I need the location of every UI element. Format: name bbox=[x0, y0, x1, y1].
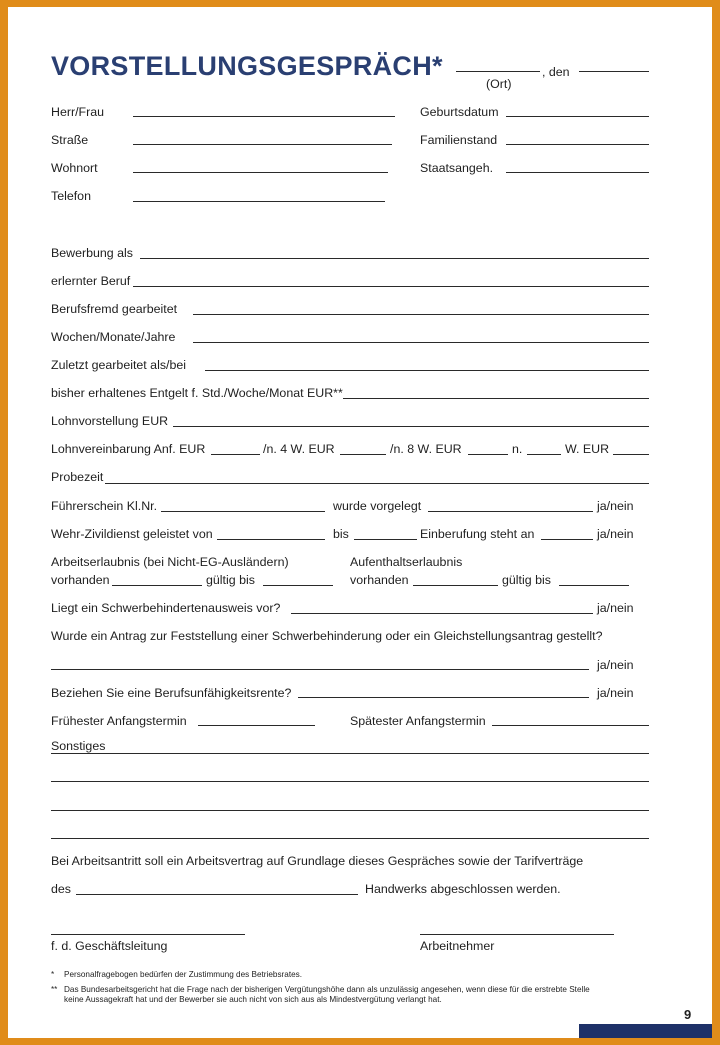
form-page bbox=[8, 7, 712, 1038]
footnote-1-marker: * bbox=[51, 970, 55, 979]
einberufung-ja-nein[interactable]: ja/nein bbox=[597, 527, 634, 541]
schwerbehindert-field[interactable] bbox=[291, 613, 593, 614]
bu-rente-label: Beziehen Sie eine Berufsunfähigkeitsrente? bbox=[51, 686, 292, 700]
telefon-label: Telefon bbox=[51, 189, 91, 203]
lohn-8w-field[interactable] bbox=[468, 454, 508, 455]
erlernter-beruf-label: erlernter Beruf bbox=[51, 274, 131, 288]
lohn-w-field[interactable] bbox=[613, 454, 649, 455]
probezeit-label: Probezeit bbox=[51, 470, 104, 484]
handwerks-label: Handwerks abgeschlossen werden. bbox=[365, 882, 561, 896]
geburtsdatum-field[interactable] bbox=[506, 116, 649, 117]
signature-right-label: Arbeitnehmer bbox=[420, 939, 495, 953]
n-label: n. bbox=[512, 442, 523, 456]
herr-frau-field[interactable] bbox=[133, 116, 395, 117]
footnote-2-marker: ** bbox=[51, 985, 58, 994]
sonstiges-line-3[interactable] bbox=[51, 810, 649, 811]
vorgelegt-field[interactable] bbox=[428, 511, 593, 512]
sonstiges-line-4[interactable] bbox=[51, 838, 649, 839]
w-eur-label: W. EUR bbox=[565, 442, 610, 456]
wohnort-label: Wohnort bbox=[51, 161, 98, 175]
wochen-label: Wochen/Monate/Jahre bbox=[51, 330, 176, 344]
aufenthalt-vorhanden-field[interactable] bbox=[413, 585, 498, 586]
footer-bar bbox=[579, 1024, 712, 1038]
den-label: , den bbox=[542, 65, 570, 79]
lohnvereinbarung-label: Lohnvereinbarung Anf. EUR bbox=[51, 442, 206, 456]
des-label: des bbox=[51, 882, 71, 896]
berufsfremd-label: Berufsfremd gearbeitet bbox=[51, 302, 178, 316]
vorgelegt-label: wurde vorgelegt bbox=[333, 499, 422, 513]
aufenthalt-gueltig-field[interactable] bbox=[559, 585, 629, 586]
ort-label: (Ort) bbox=[486, 77, 512, 91]
wehr-label: Wehr-Zivildienst geleistet von bbox=[51, 527, 213, 541]
signature-line-left[interactable] bbox=[51, 934, 245, 935]
schwerbehindert-label: Liegt ein Schwerbehindertenausweis vor? bbox=[51, 601, 281, 615]
entgelt-field[interactable] bbox=[343, 398, 649, 399]
telefon-field[interactable] bbox=[133, 201, 385, 202]
footnote-2b: keine Aussagekraft hat und der Bewerber sie auch nicht von sich aus als Mindestvergütung verlangt hat. bbox=[64, 995, 442, 1004]
fuehrerschein-label: Führerschein Kl.Nr. bbox=[51, 499, 158, 513]
n8w-label: /n. 8 W. EUR bbox=[390, 442, 462, 456]
lohn-4w-field[interactable] bbox=[340, 454, 386, 455]
staatsangeh-field[interactable] bbox=[506, 172, 649, 173]
familienstand-field[interactable] bbox=[506, 144, 649, 145]
aufenthaltserlaubnis-label: Aufenthaltserlaubnis bbox=[350, 555, 463, 569]
signature-line-right[interactable] bbox=[420, 934, 614, 935]
fruehester-field[interactable] bbox=[198, 725, 315, 726]
arbeit-gueltig-field[interactable] bbox=[263, 585, 333, 586]
wochen-field[interactable] bbox=[193, 342, 649, 343]
familienstand-label: Familienstand bbox=[420, 133, 498, 147]
handwerk-field[interactable] bbox=[76, 894, 358, 895]
footnote-2a: Das Bundesarbeitsgericht hat die Frage nach der bisherigen Vergütungshöhe dann als unzulässig angesehen, wenn diese für die erstrebte Stelle bbox=[64, 985, 590, 994]
bu-rente-field[interactable] bbox=[298, 697, 589, 698]
zuletzt-field[interactable] bbox=[205, 370, 649, 371]
berufsfremd-field[interactable] bbox=[193, 314, 649, 315]
spaetester-label: Spätester Anfangstermin bbox=[350, 714, 486, 728]
ort-field[interactable] bbox=[456, 71, 540, 72]
bewerbung-label: Bewerbung als bbox=[51, 246, 133, 260]
probezeit-field[interactable] bbox=[105, 483, 649, 484]
wehr-bis-field[interactable] bbox=[354, 539, 417, 540]
form-title: VORSTELLUNGSGESPRÄCH* bbox=[51, 51, 443, 81]
zuletzt-label: Zuletzt gearbeitet als/bei bbox=[51, 358, 186, 372]
sonstiges-label: Sonstiges bbox=[51, 739, 106, 753]
lohnvorstellung-field[interactable] bbox=[173, 426, 649, 427]
signature-left-label: f. d. Geschäftsleitung bbox=[51, 939, 168, 953]
vorgelegt-ja-nein[interactable]: ja/nein bbox=[597, 499, 634, 513]
wehr-von-field[interactable] bbox=[217, 539, 325, 540]
footnote-1: Personalfragebogen bedürfen der Zustimmung des Betriebsrates. bbox=[64, 970, 303, 979]
sonstiges-line-2[interactable] bbox=[51, 781, 649, 782]
sonstiges-line-1[interactable] bbox=[51, 753, 649, 754]
bu-rente-ja-nein[interactable]: ja/nein bbox=[597, 686, 634, 700]
fruehester-label: Frühester Anfangstermin bbox=[51, 714, 187, 728]
aufenthalt-gueltig-label: gültig bis bbox=[502, 573, 551, 587]
arbeit-vorhanden-label: vorhanden bbox=[51, 573, 110, 587]
geburtsdatum-label: Geburtsdatum bbox=[420, 105, 499, 119]
date-field[interactable] bbox=[579, 71, 649, 72]
einberufung-label: Einberufung steht an bbox=[420, 527, 535, 541]
strasse-label: Straße bbox=[51, 133, 89, 147]
lohn-n-field[interactable] bbox=[527, 454, 561, 455]
contract-text: Bei Arbeitsantritt soll ein Arbeitsvertrag auf Grundlage dieses Gespräches sowie der Tarifverträge bbox=[51, 854, 584, 868]
arbeit-vorhanden-field[interactable] bbox=[112, 585, 202, 586]
lohnvorstellung-label: Lohnvorstellung EUR bbox=[51, 414, 169, 428]
arbeit-gueltig-label: gültig bis bbox=[206, 573, 255, 587]
antrag-field[interactable] bbox=[51, 669, 589, 670]
entgelt-label: bisher erhaltenes Entgelt f. Std./Woche/Monat EUR** bbox=[51, 386, 343, 400]
spaetester-field[interactable] bbox=[492, 725, 649, 726]
schwerbehindert-ja-nein[interactable]: ja/nein bbox=[597, 601, 634, 615]
staatsangeh-label: Staatsangeh. bbox=[420, 161, 494, 175]
lohn-anf-field[interactable] bbox=[211, 454, 260, 455]
erlernter-beruf-field[interactable] bbox=[133, 286, 649, 287]
arbeitserlaubnis-label: Arbeitserlaubnis (bei Nicht-EG-Ausländern) bbox=[51, 555, 289, 569]
page-number: 9 bbox=[684, 1007, 692, 1022]
n4w-label: /n. 4 W. EUR bbox=[263, 442, 335, 456]
aufenthalt-vorhanden-label: vorhanden bbox=[350, 573, 409, 587]
antrag-ja-nein[interactable]: ja/nein bbox=[597, 658, 634, 672]
fuehrerschein-field[interactable] bbox=[161, 511, 325, 512]
strasse-field[interactable] bbox=[133, 144, 392, 145]
einberufung-field[interactable] bbox=[541, 539, 593, 540]
antrag-label: Wurde ein Antrag zur Feststellung einer Schwerbehinderung oder ein Gleichstellungsantrag gestellt? bbox=[51, 629, 603, 643]
herr-frau-label: Herr/Frau bbox=[51, 105, 105, 119]
bis-label: bis bbox=[333, 527, 349, 541]
wohnort-field[interactable] bbox=[133, 172, 388, 173]
bewerbung-field[interactable] bbox=[140, 258, 649, 259]
